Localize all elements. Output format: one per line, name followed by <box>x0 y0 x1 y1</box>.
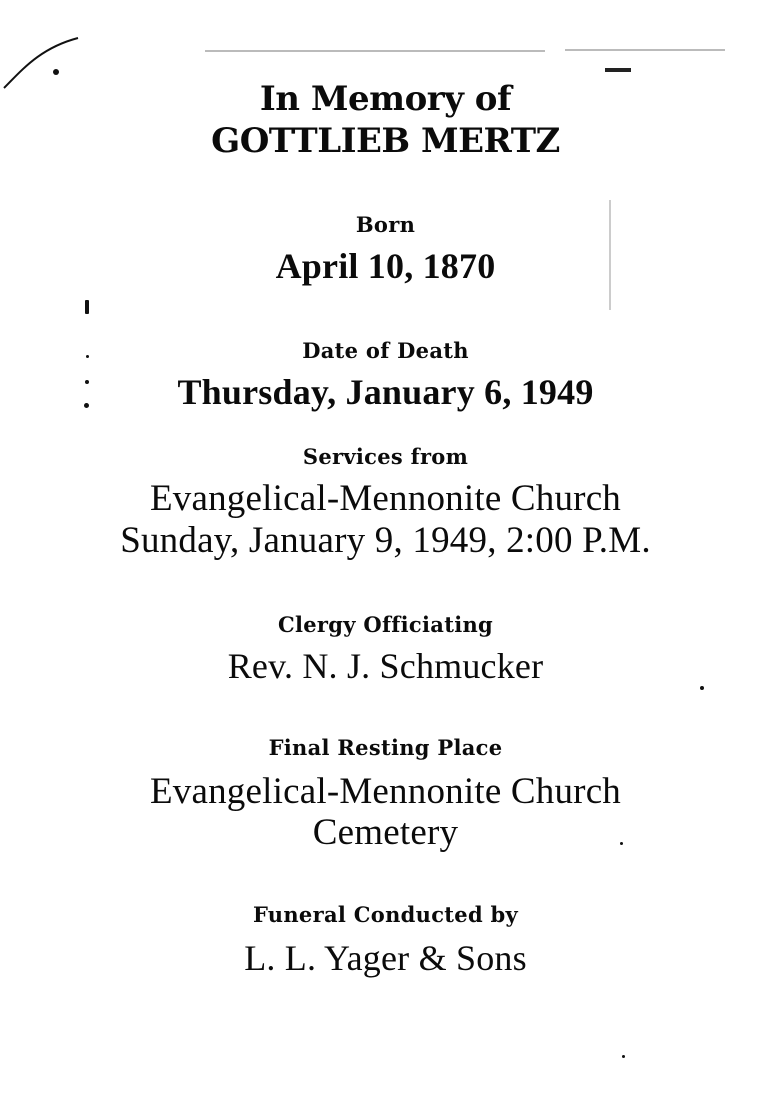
services-datetime: Sunday, January 9, 1949, 2:00 P.M. <box>120 520 651 561</box>
born-label: Born <box>355 212 416 237</box>
corner-tick-mark <box>605 68 631 72</box>
top-border-mark-right <box>565 49 725 51</box>
death-date: Thursday, January 6, 1949 <box>177 372 594 412</box>
services-label: Services from <box>302 444 469 469</box>
bottom-speck <box>622 1055 625 1058</box>
funeral-director-name: L. L. Yager & Sons <box>244 938 527 978</box>
born-date: April 10, 1870 <box>275 246 496 286</box>
left-margin-speck <box>85 300 89 314</box>
right-margin-speck <box>700 686 704 690</box>
services-location: Evangelical-Mennonite Church <box>149 478 622 519</box>
funeral-director-label: Funeral Conducted by <box>252 902 519 927</box>
resting-place-label: Final Resting Place <box>268 735 503 760</box>
memorial-title: In Memory of <box>259 79 512 119</box>
clergy-label: Clergy Officiating <box>277 612 494 637</box>
death-label: Date of Death <box>302 338 469 363</box>
resting-place-line1: Evangelical-Mennonite Church <box>149 771 622 812</box>
top-border-mark <box>205 50 545 52</box>
clergy-name: Rev. N. J. Schmucker <box>227 646 544 686</box>
resting-place-line2: Cemetery <box>312 812 459 853</box>
deceased-name: GOTTLIEB MERTZ <box>211 121 560 161</box>
